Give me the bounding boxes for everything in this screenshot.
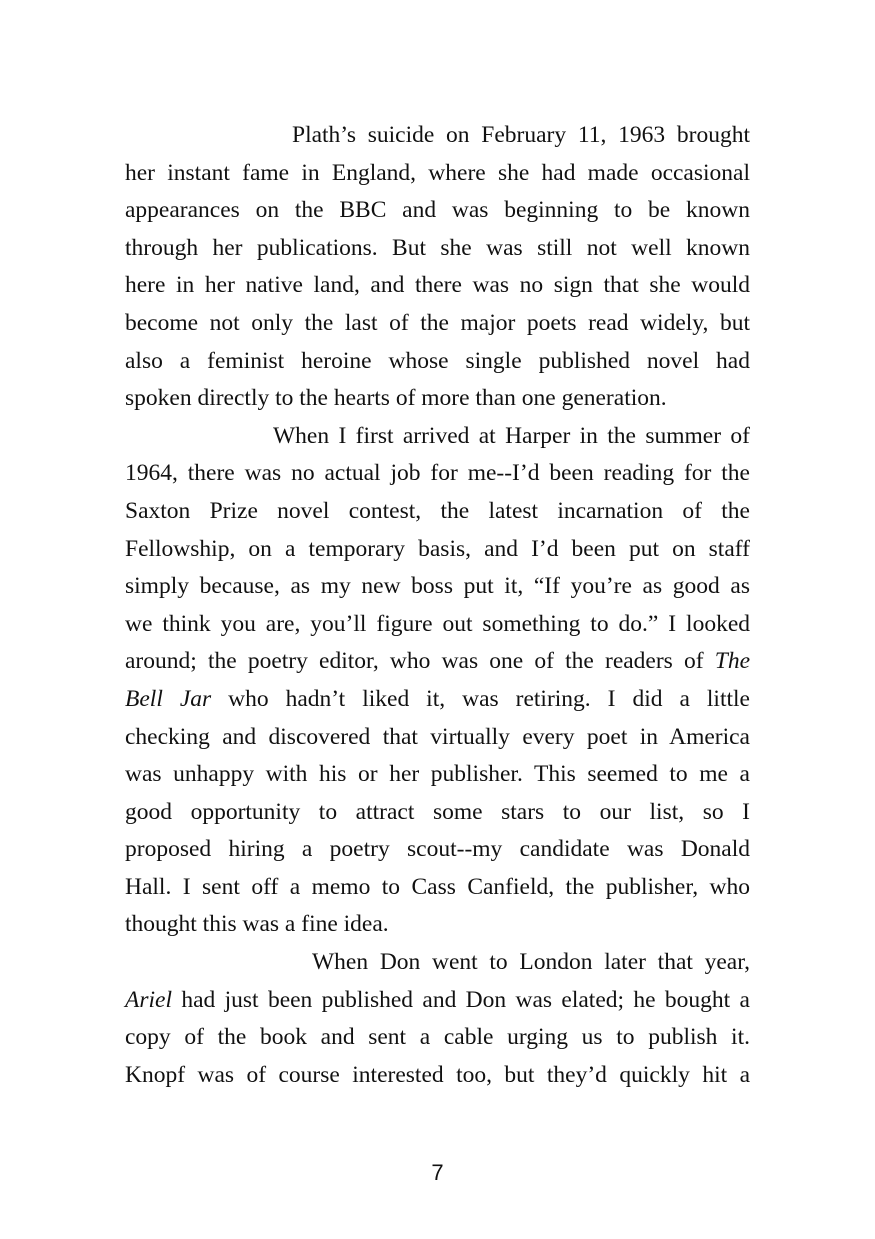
paragraph-2-line-13: Hall. I sent off a memo to Cass Canfield, the publisher, who — [125, 873, 750, 900]
paragraph-2-line-12: proposed hiring a poetry scout--my candidate was Donald — [125, 836, 750, 863]
paragraph-1-line-8: spoken directly to the hearts of more than one generation. — [125, 385, 667, 412]
paragraph-3-line-2: Ariel had just been published and Don was elated; he bought a — [125, 986, 750, 1013]
paragraph-2-line-9: checking and discovered that virtually every poet in America — [125, 723, 750, 750]
paragraph-3-line-3: copy of the book and sent a cable urging us to publish it. — [125, 1024, 750, 1051]
paragraph-2-line-2: 1964, there was no actual job for me--I’d been reading for the — [125, 460, 750, 487]
paragraph-2-line-3: Saxton Prize novel contest, the latest incarnation of the — [125, 497, 750, 524]
paragraph-2-line-6: we think you are, you’ll figure out something to do.” I looked — [125, 610, 750, 637]
book-title-italic: The — [714, 648, 750, 675]
paragraph-2-line-7: around; the poetry editor, who was one of the readers of The — [125, 648, 750, 675]
book-title-italic: Bell Jar — [125, 685, 212, 712]
paragraph-1-line-2: her instant fame in England, where she had made occasional — [125, 159, 750, 186]
paragraph-2-line-5: simply because, as my new boss put it, “If you’re as good as — [125, 573, 750, 600]
book-title-italic: Ariel — [125, 986, 172, 1013]
paragraph-2-line-10: was unhappy with his or her publisher. This seemed to me a — [125, 761, 750, 788]
paragraph-3-line-4: Knopf was of course interested too, but they’d quickly hit a — [125, 1061, 750, 1088]
paragraph-1-line-4: through her publications. But she was still not well known — [125, 234, 750, 261]
paragraph-1-line-6: become not only the last of the major poets read widely, but — [125, 309, 750, 336]
body-text — [125, 117, 750, 1094]
paragraph-1-line-7: also a feminist heroine whose single published novel had — [125, 347, 750, 374]
paragraph-2-line-14: thought this was a fine idea. — [125, 911, 389, 938]
paragraph-1-line-3: appearances on the BBC and was beginning to be known — [125, 197, 750, 224]
paragraph-2-line-1: When I first arrived at Harper in the summer of — [273, 422, 750, 449]
page-number: 7 — [431, 1160, 444, 1185]
paragraph-3-line-1: When Don went to London later that year, — [312, 949, 750, 976]
paragraph-2-line-11: good opportunity to attract some stars to our list, so I — [125, 798, 750, 825]
paragraph-2-line-8: Bell Jar who hadn’t liked it, was retiring. I did a little — [125, 685, 750, 712]
paragraph-2-line-4: Fellowship, on a temporary basis, and I’d been put on staff — [125, 535, 750, 562]
paragraph-1-line-5: here in her native land, and there was no sign that she would — [125, 272, 750, 299]
paragraph-1-line-1: Plath’s suicide on February 11, 1963 brought — [292, 122, 750, 148]
